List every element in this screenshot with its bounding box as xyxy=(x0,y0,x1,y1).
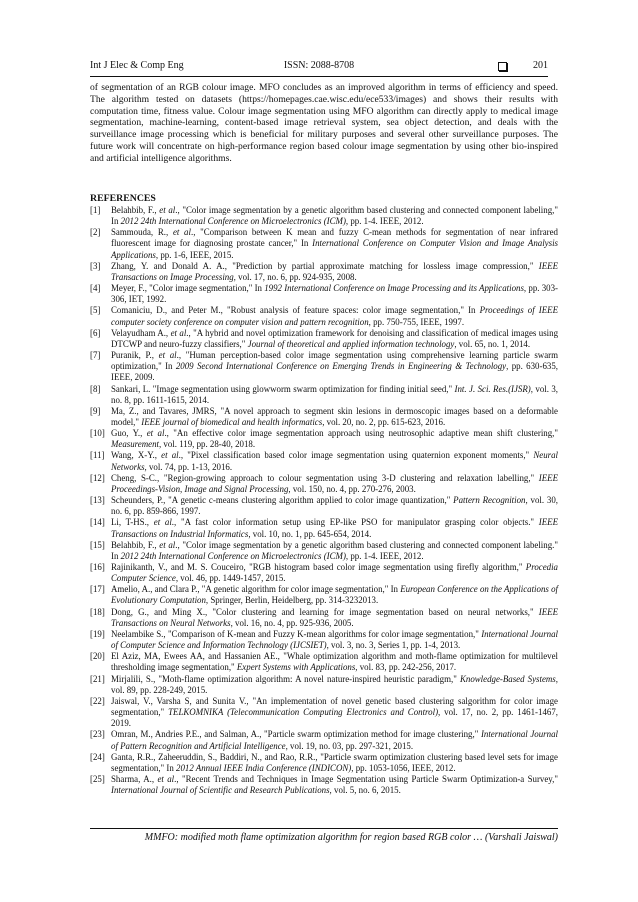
reference-details: , vol. 65, no. 1, 2014. xyxy=(454,338,531,349)
reference-authors: Sammouda, R., xyxy=(111,227,173,238)
reference-details: vol. 17, no. 6, pp. 924-935, 2008. xyxy=(235,271,357,282)
reference-item xyxy=(90,450,558,472)
reference-number: [6] xyxy=(90,327,101,338)
reference-authors: Zhang, Y. and Donald A. A., "Prediction by partial approximate matching for lossless image compression," xyxy=(111,260,539,271)
reference-number: [2] xyxy=(90,227,101,238)
reference-details: , vol. 10, no. 1, pp. 645-654, 2014. xyxy=(248,528,372,539)
reference-details: , vol. 119, pp. 28-40, 2018. xyxy=(158,439,256,450)
reference-authors: Li, T-HS., xyxy=(111,517,154,528)
reference-et-al: et al xyxy=(159,539,176,550)
header-divider xyxy=(90,76,548,77)
page-number: 201 xyxy=(533,60,548,71)
reference-et-al: et al xyxy=(146,428,165,439)
reference-item xyxy=(90,473,558,495)
reference-item xyxy=(90,305,558,327)
reference-item xyxy=(90,651,558,673)
reference-title: ., "Recent Trends and Techniques in Image Segmentation using Particle Swarm Optimization-a Survey," xyxy=(174,773,559,784)
reference-number: [8] xyxy=(90,383,101,394)
reference-details: , pp. 750-755, IEEE, 1997. xyxy=(368,316,465,327)
reference-details: , vol. 19, no. 03, pp. 297-321, 2015. xyxy=(285,740,414,751)
reference-details: vol. 150, no. 4, pp. 270-276, 2003. xyxy=(290,483,416,494)
reference-details: , vol. 3, no. 8, pp. 1611-1615, 2014. xyxy=(111,383,559,405)
reference-item xyxy=(90,674,558,696)
reference-details: vol. 17, no. 2, pp. 1461-1467, 2019. xyxy=(111,707,558,729)
reference-number: [5] xyxy=(90,305,101,316)
reference-venue: IEEE Transactions on Industrial Informatics xyxy=(111,517,559,539)
reference-details: vol. 46, pp. 1449-1457, 2015. xyxy=(178,573,286,584)
reference-item xyxy=(90,428,558,450)
reference-number: [20] xyxy=(90,651,105,662)
reference-venue: Procedia Computer Science, xyxy=(111,562,558,584)
reference-details: vol. 83, pp. 242-256, 2017. xyxy=(357,662,457,673)
reference-authors: Guo, Y., xyxy=(111,428,147,439)
reference-authors: Puranik, P., xyxy=(111,350,159,361)
reference-number: [3] xyxy=(90,260,101,271)
reference-details: vol. 30, no. 6, pp. 859-866, 1997. xyxy=(111,495,558,517)
reference-number: [7] xyxy=(90,350,101,361)
reference-et-al: et al xyxy=(153,517,172,528)
reference-authors: Cheng, S-C., "Region-growing approach to colour segmentation using 3-D clustering and relaxation labelling," xyxy=(111,472,539,483)
reference-authors: Rajinikanth, V., and M. S. Couceiro, "RGB histogram based color image segmentation using firefly algorithm," xyxy=(111,562,526,572)
reference-authors: Jaiswal, V., Varsha S, and Sunita V., "An implementation of novel genetic based clustering salgorithm for color image segmentation," xyxy=(111,695,558,718)
reference-details: , pp. 1-6, IEEE, 2015. xyxy=(155,249,234,260)
issn: ISSN: 2088-8708 xyxy=(283,60,355,71)
reference-details: , pp. 1-4. IEEE, 2012. xyxy=(345,550,424,561)
reference-title: ., "Human perception-based color image segmentation using comprehensive learning particle swarm optimization," In xyxy=(111,350,558,372)
reference-title: ., "Color image segmentation by a genetic algorithm based clustering and connected component labeling." In xyxy=(111,539,558,561)
reference-et-al: et al xyxy=(172,227,191,238)
reference-venue: Measurement xyxy=(111,439,159,450)
reference-venue: 1992 International Conference on Image Processing and its Applications xyxy=(264,283,524,294)
reference-details: , vol. 74, pp. 1-13, 2016. xyxy=(144,461,233,472)
reference-venue: Journal of theoretical and applied information technology xyxy=(247,338,455,349)
reference-list xyxy=(90,205,558,796)
reference-item xyxy=(90,584,558,606)
reference-venue: IEEE Transactions on Neural Networks xyxy=(111,606,558,628)
reference-details: , vol. 16, no. 4, pp. 925-936, 2005. xyxy=(230,617,354,628)
reference-venue: International Journal of Scientific and Research Publications, xyxy=(111,785,332,796)
reference-et-al: et al xyxy=(158,350,177,361)
reference-title: ., "An effective color image segmentation approach using neutrosophic adaptive mean shift clustering," xyxy=(164,428,558,439)
reference-venue: Pattern Recognition, xyxy=(453,495,528,506)
reference-number: [23] xyxy=(90,729,105,740)
reference-item xyxy=(90,562,558,584)
reference-details: , pp. 303-306, IET, 1992. xyxy=(111,283,558,305)
reference-number: [17] xyxy=(90,584,105,595)
reference-venue: IEEE Proceedings-Vision, Image and Signal Processing, xyxy=(111,472,558,494)
reference-number: [16] xyxy=(90,562,105,572)
reference-item xyxy=(90,384,558,406)
reference-et-al: et al xyxy=(170,327,187,338)
reference-authors: El Aziz, MA, Ewees AA, and Hassanien AE., "Whale optimization algorithm and moth-flame optimization for multilevel thresholding image segmentation," xyxy=(111,651,558,673)
reference-item xyxy=(90,406,558,428)
reference-venue: 2009 Second International Conference on Emerging Trends in Engineering & Technology xyxy=(175,361,507,372)
reference-number: [4] xyxy=(90,283,101,294)
reference-item xyxy=(90,729,558,751)
journal-name: Int J Elec & Comp Eng xyxy=(90,60,184,71)
reference-et-al: et al xyxy=(159,205,176,215)
reference-number: [25] xyxy=(90,773,105,784)
reference-number: [11] xyxy=(90,450,105,461)
reference-venue: Int. J. Sci. Res.(IJSR) xyxy=(454,383,531,394)
reference-number: [18] xyxy=(90,606,105,617)
reference-details: , pp. 1053-1056, IEEE, 2012. xyxy=(351,762,456,773)
reference-authors: Sharma, A., xyxy=(111,773,158,784)
reference-details: , pp. 630-635, IEEE, 2009. xyxy=(111,361,558,383)
reference-title: ., "Color image segmentation by a genetic algorithm based clustering and connected component labeling," In xyxy=(111,205,558,227)
reference-item xyxy=(90,774,558,796)
reference-venue: IEEE Transactions on Image Processing, xyxy=(111,260,558,282)
reference-authors: Dong, G., and Ming X., "Color clustering and learning for image segmentation based on neural networks," xyxy=(111,606,539,617)
header-right xyxy=(498,58,548,74)
reference-item xyxy=(90,261,558,283)
reference-number: [24] xyxy=(90,751,105,762)
reference-title: ., "A fast color information setup using EP-like PSO for manipulator grasping color objects." xyxy=(171,517,539,528)
reference-venue: International Journal of Computer Science and Information Technology (IJCSIET) xyxy=(111,628,558,651)
reference-number: [13] xyxy=(90,495,105,506)
reference-details: , Springer, Berlin, Heidelberg, pp. 314-3232013. xyxy=(205,595,379,606)
reference-venue: Expert Systems with Applications, xyxy=(236,662,358,673)
reference-authors: Amelio, A., and Clara P., "A genetic algorithm for color image segmentation," In xyxy=(111,584,401,595)
reference-venue: Knowledge-Based Systems, xyxy=(459,673,558,684)
reference-number: [9] xyxy=(90,405,101,416)
reference-item xyxy=(90,283,558,305)
reference-venue: International Journal of Pattern Recognition and Artificial Intelligence xyxy=(111,729,558,751)
reference-number: [12] xyxy=(90,472,105,483)
references-heading: REFERENCES xyxy=(90,193,156,204)
reference-authors: Meyer, F., "Color image segmentation," In xyxy=(111,283,265,294)
reference-item xyxy=(90,752,558,774)
reference-venue: Neural Networks xyxy=(111,450,558,472)
reference-title: ., "Pixel classification based color image segmentation using quaternion exponent moments," xyxy=(178,450,534,461)
reference-venue: TELKOMNIKA (Telecommunication Computing Electronics and Control), xyxy=(168,707,441,718)
reference-item xyxy=(90,629,558,651)
reference-et-al: et al xyxy=(161,450,179,461)
reference-details: vol. 5, no. 6, 2015. xyxy=(331,785,401,796)
reference-authors: Mirjalili, S., "Moth-flame optimization algorithm: A novel nature-inspired heuristic paradigm," xyxy=(111,673,460,684)
reference-authors: Sankari, L. "Image segmentation using glowworm swarm optimization for finding initial seed," xyxy=(111,383,455,394)
reference-item xyxy=(90,517,558,539)
reference-venue: Proceedings of IEEE computer society conference on computer vision and pattern recognition xyxy=(111,305,559,327)
reference-authors: Comaniciu, D., and Peter M., "Robust analysis of feature spaces: color image segmentation," In xyxy=(111,305,480,316)
reference-item xyxy=(90,328,558,350)
reference-authors: Wang, X-Y., xyxy=(111,450,162,461)
reference-authors: Ma, Z., and Tavares, JMRS, "A novel approach to segment skin lesions in dermoscopic images based on a deformable model," xyxy=(111,405,558,427)
reference-item xyxy=(90,696,558,729)
running-header xyxy=(90,58,548,74)
reference-venue: 2012 24th International Conference on Microelectronics (ICM) xyxy=(120,550,346,561)
running-footer: MMFO: modified moth flame optimization algorithm for region based RGB color … (Varshali Jaiswal) xyxy=(144,832,558,843)
reference-details: , vol. 3, no. 3, Series 1, pp. 1-4, 2013. xyxy=(326,640,461,651)
reference-venue: European Conference on the Applications of Evolutionary Computation xyxy=(111,584,558,606)
reference-venue: 2012 24th International Conference on Microelectronics (ICM) xyxy=(120,216,346,227)
reference-details: , vol. 20, no. 2, pp. 615-623, 2016. xyxy=(322,416,446,427)
reference-et-al: et al xyxy=(157,773,175,784)
reference-venue: 2012 Annual IEEE India Conference (INDICON) xyxy=(176,762,352,773)
reference-number: [22] xyxy=(90,695,105,706)
reference-number: [21] xyxy=(90,673,105,684)
reference-venue: International Conference on Computer Vision and Image Analysis Applications xyxy=(111,238,558,260)
reference-item xyxy=(90,227,558,260)
reference-authors: Belahbib, F., xyxy=(111,539,160,550)
reference-number: [10] xyxy=(90,428,105,439)
reference-details: vol. 89, pp. 228-249, 2015. xyxy=(111,684,208,695)
reference-authors: Belahbib, F., xyxy=(111,205,160,215)
reference-number: [14] xyxy=(90,517,105,528)
reference-item xyxy=(90,540,558,562)
reference-title: ., "A hybrid and novel optimization framework for denoising and classification of medical images using DTCWP and neuro-fuzzy classifiers," xyxy=(111,327,559,349)
footer-divider xyxy=(90,828,558,829)
reference-title: ., "Comparison between K mean and fuzzy C-mean methods for segmentation of near infrared fluorescent image for diagnosing prostate cancer," In xyxy=(111,227,558,249)
reference-authors: Velayudham A., xyxy=(111,327,171,338)
reference-item xyxy=(90,495,558,517)
conclusion-paragraph: of segmentation of an RGB colour image. MFO concludes as an improved algorithm in terms of efficiency and speed. The algorithm tested on datasets (https://homepages.cae.wisc.edu/ece533/images) and shows their results with computation time, fitness value. Colour image segmentation using MFO algorithm can directly apply to medical image segmentation, machine-learning, content-based image retrieval system, sea object detection, and deals with the surveillance image processing which is beneficial for military purposes and several other surveillance purposes. The future work will concentrate on high-performance region based colour image segmentation by using other bio-inspired and artificial intelligence algorithms. xyxy=(90,82,558,164)
reference-item xyxy=(90,607,558,629)
reference-authors: Neelambike S., "Comparison of K-mean and Fuzzy K-mean algorithms for color image segmentation," xyxy=(111,628,482,639)
reference-authors: Ganta, R.R., Zaheeruddin, S., Baddiri, N., and Rao, R.R., "Particle swarm optimization clustering based level sets for image segmentation," In xyxy=(111,751,558,773)
reference-item xyxy=(90,350,558,383)
square-box-icon xyxy=(498,62,507,71)
reference-number: [19] xyxy=(90,628,105,639)
reference-number: [1] xyxy=(90,205,101,215)
reference-details: , pp. 1-4. IEEE, 2012. xyxy=(345,216,424,227)
reference-item xyxy=(90,205,558,227)
reference-number: [15] xyxy=(90,539,105,550)
reference-authors: Scheunders, P., "A genetic c-means clustering algorithm applied to color image quantization," xyxy=(111,495,454,506)
reference-venue: IEEE journal of biomedical and health informatics xyxy=(141,416,323,427)
reference-authors: Omran, M., Andries P.E., and Salman, A., "Particle swarm optimization method for image clustering," xyxy=(111,729,481,740)
